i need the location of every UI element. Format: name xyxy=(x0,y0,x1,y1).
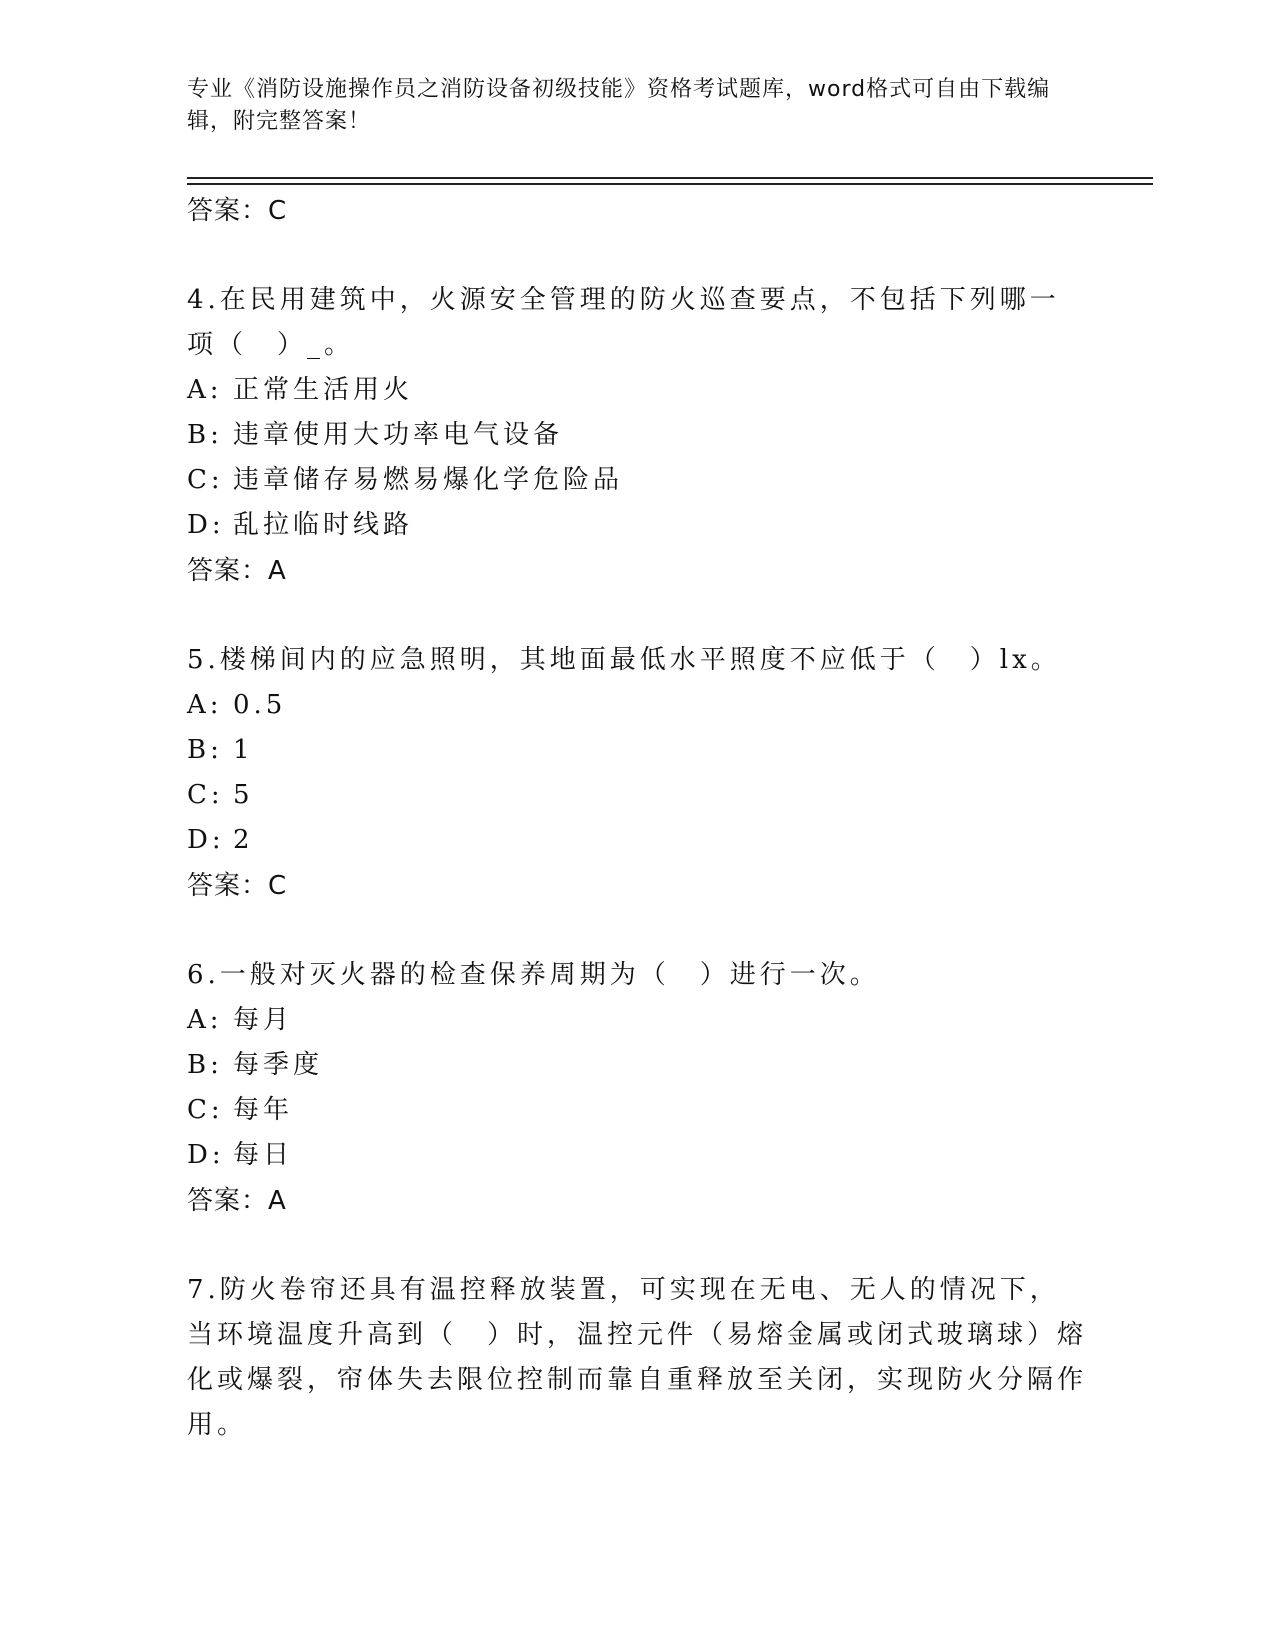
option-c xyxy=(187,458,1087,503)
option-text: 5 xyxy=(233,780,254,810)
option-letter: C: xyxy=(187,780,224,810)
question-4 xyxy=(187,278,1087,594)
option-text: 正常生活用火 xyxy=(233,375,414,405)
header-divider-secondary xyxy=(187,183,1153,185)
header-divider xyxy=(187,177,1153,179)
option-letter: D: xyxy=(187,510,225,540)
option-letter: A: xyxy=(187,375,223,405)
question-stem: 5.楼梯间内的应急照明，其地面最低水平照度不应低于（ ）lx。 xyxy=(187,645,1061,675)
option-letter: B: xyxy=(187,1050,223,1080)
option-d xyxy=(187,1133,1087,1178)
option-letter: A: xyxy=(187,1005,223,1035)
answer-q4: 答案：A xyxy=(187,556,287,586)
option-letter: B: xyxy=(187,420,223,450)
question-stem: 7.防火卷帘还具有温控释放装置，可实现在无电、无人的情况下，当环境温度升高到（ ）时，温控元件（易熔金属或闭式玻璃球）熔化或爆裂，帘体失去限位控制而靠自重释放至关闭，实现防火分隔作用。 xyxy=(187,1275,1088,1440)
option-c xyxy=(187,1088,1087,1133)
option-letter: C: xyxy=(187,465,224,495)
option-text: 乱拉临时线路 xyxy=(233,510,414,540)
question-5 xyxy=(187,638,1087,909)
option-c xyxy=(187,773,1087,818)
option-text: 1 xyxy=(233,735,254,765)
option-a xyxy=(187,368,1087,413)
option-letter: D: xyxy=(187,1140,225,1170)
option-letter: C: xyxy=(187,1095,224,1125)
option-text: 违章使用大功率电气设备 xyxy=(233,420,564,450)
option-d xyxy=(187,503,1087,548)
answer-q3: 答案：C xyxy=(187,196,288,226)
question-6 xyxy=(187,953,1087,1224)
question-7 xyxy=(187,1268,1087,1448)
answer-q5: 答案：C xyxy=(187,871,288,901)
option-letter: D: xyxy=(187,825,225,855)
question-stem: 4.在民用建筑中，火源安全管理的防火巡查要点，不包括下列哪一项（ ）_。 xyxy=(187,285,1060,360)
option-text: 违章储存易燃易爆化学危险品 xyxy=(233,465,624,495)
option-text: 每季度 xyxy=(233,1050,324,1080)
option-d xyxy=(187,818,1087,863)
question-list xyxy=(187,188,1087,1448)
option-a xyxy=(187,998,1087,1043)
question-stem: 6.一般对灭火器的检查保养周期为（ ）进行一次。 xyxy=(187,960,880,990)
option-letter: B: xyxy=(187,735,223,765)
option-b xyxy=(187,413,1087,458)
option-a xyxy=(187,683,1087,728)
option-letter: A: xyxy=(187,690,223,720)
option-text: 每月 xyxy=(233,1005,294,1035)
document-header: 专业《消防设施操作员之消防设备初级技能》资格考试题库，word格式可自由下载编辑，附完整答案！ xyxy=(187,77,1051,134)
option-b xyxy=(187,728,1087,773)
answer-q6: 答案：A xyxy=(187,1186,287,1216)
option-text: 每年 xyxy=(233,1095,294,1125)
option-b xyxy=(187,1043,1087,1088)
option-text: 0.5 xyxy=(233,690,287,720)
option-text: 每日 xyxy=(233,1140,294,1170)
option-text: 2 xyxy=(233,825,254,855)
